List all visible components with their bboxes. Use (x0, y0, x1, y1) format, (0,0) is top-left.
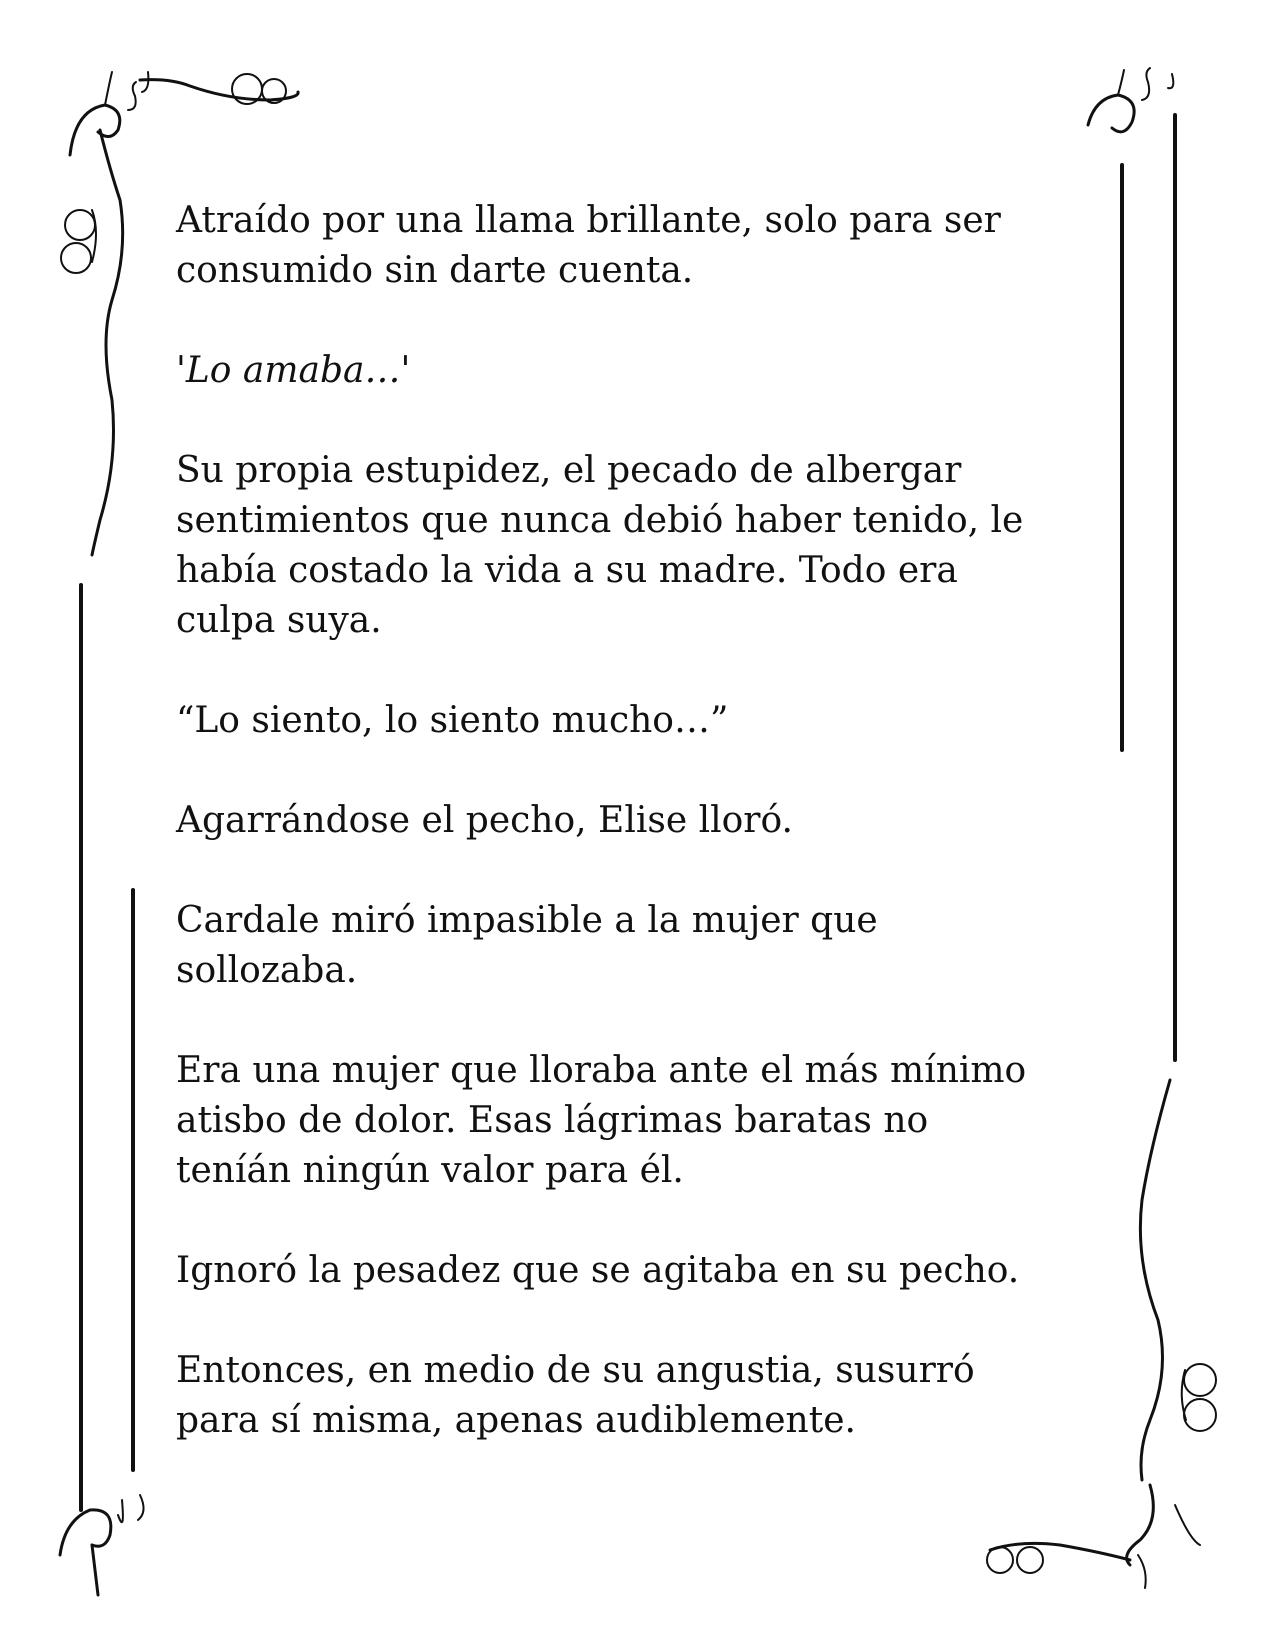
paragraph-1: Atraído por una llama brillante, solo para ser consumido sin darte cuenta. (176, 200, 1001, 291)
paragraph-3: Su propia estupidez, el pecado de albergar sentimientos que nunca debió haber tenido, le había costado la vida a su madre. Todo era culpa suya. (176, 450, 1024, 641)
paragraph-8: Ignoró la pesadez que se agitaba en su pecho. (176, 1250, 1020, 1291)
paragraph-6: Cardale miró impasible a la mujer que sollozaba. (176, 900, 878, 991)
top-right-flourish-icon (1088, 68, 1173, 132)
paragraph-5: Agarrándose el pecho, Elise lloró. (176, 800, 793, 841)
paragraph-4: “Lo siento, lo siento mucho…” (176, 700, 729, 741)
paragraph-7: Era una mujer que lloraba ante el más mínimo atisbo de dolor. Esas lágrimas baratas no teníán ningún valor para él. (176, 1050, 1027, 1191)
bottom-left-flourish-icon (60, 1495, 144, 1595)
story-text (176, 196, 1096, 1496)
paragraph-9: Entonces, en medio de su angustia, susurró para sí misma, apenas audiblemente. (176, 1350, 975, 1441)
paragraph-2: 'Lo amaba…' (176, 350, 411, 391)
